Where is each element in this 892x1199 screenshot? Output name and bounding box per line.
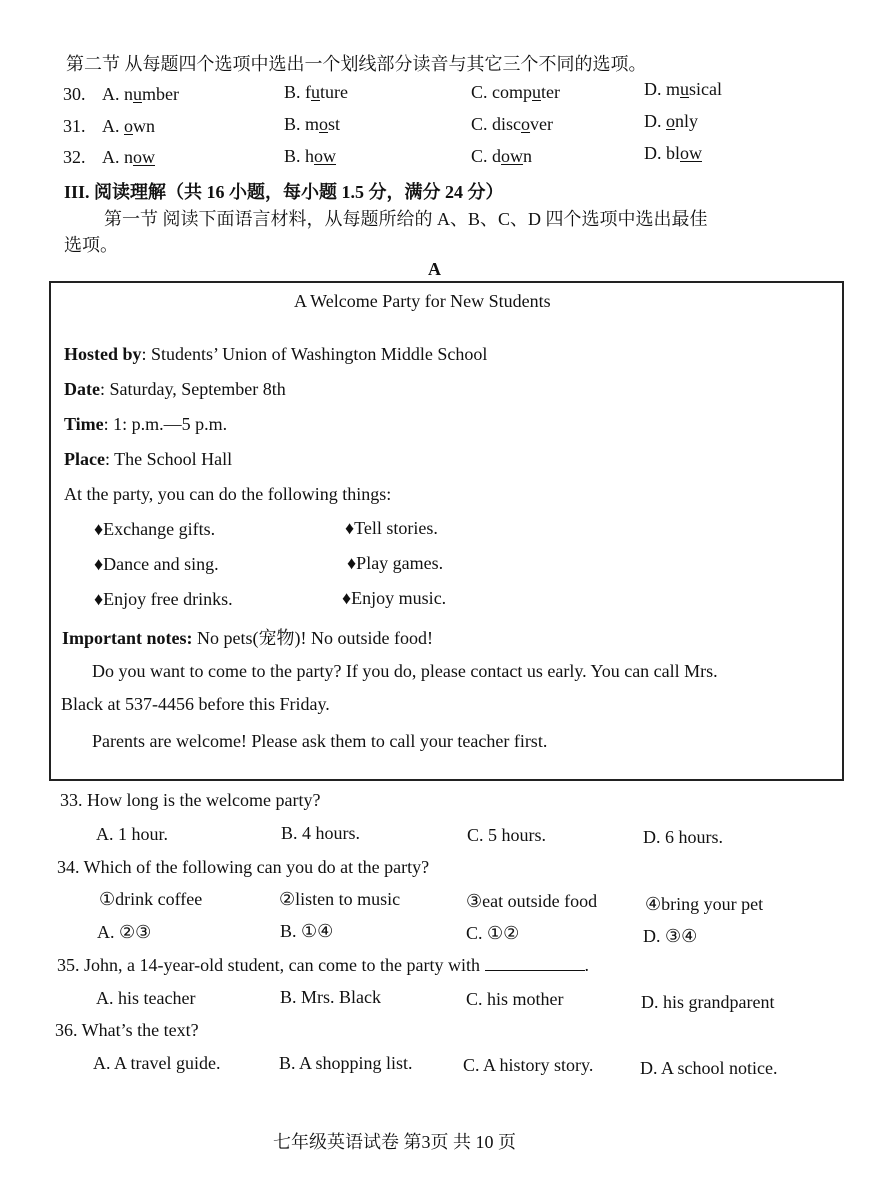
q34-option-c[interactable]: C. ①② [466, 923, 520, 943]
question-number: 32. [63, 147, 86, 167]
option-c[interactable]: C. down [471, 146, 533, 166]
question-36-stem: 36. What’s the text? [55, 1020, 199, 1040]
time: Time: 1: p.m.—5 p.m. [64, 414, 228, 434]
place: Place: The School Hall [64, 449, 233, 469]
q33-option-a[interactable]: A. 1 hour. [96, 824, 168, 844]
contact-info: Do you want to come to the party? If you do, please contact us early. You can call Mrs. [92, 661, 718, 681]
q34-option-d[interactable]: D. ③④ [643, 926, 698, 946]
q33-option-d[interactable]: D. 6 hours. [643, 827, 723, 847]
option-b[interactable]: B. most [284, 114, 341, 134]
option-c[interactable]: C. discover [471, 114, 553, 134]
q35-option-b[interactable]: B. Mrs. Black [280, 987, 381, 1007]
q34-item-4: ④bring your pet [645, 894, 764, 914]
option-a[interactable]: A. now [102, 147, 155, 167]
section1-instruction-cont: 选项。 [64, 235, 118, 255]
q35-option-a[interactable]: A. his teacher [96, 988, 196, 1008]
activity-item: ♦Play games. [347, 553, 444, 573]
question-35-stem: 35. John, a 14-year-old student, can come to the party with . [57, 955, 590, 975]
option-b[interactable]: B. future [284, 82, 348, 102]
activity-item: ♦Exchange gifts. [94, 519, 216, 539]
option-a[interactable]: A. own [102, 116, 155, 136]
activity-item: ♦Enjoy free drinks. [94, 589, 233, 609]
question-number: 31. [63, 116, 86, 136]
q36-option-c[interactable]: C. A history story. [463, 1055, 594, 1075]
part3-title: III. 阅读理解（共 16 小题，每小题 1.5 分，满分 24 分） [64, 182, 504, 202]
option-d[interactable]: D. blow [644, 143, 702, 163]
activity-item: ♦Enjoy music. [342, 588, 447, 608]
option-d[interactable]: D. only [644, 111, 699, 131]
q34-item-1: ①drink coffee [99, 889, 203, 909]
question-number: 30. [63, 84, 86, 104]
q33-option-c[interactable]: C. 5 hours. [467, 825, 547, 845]
answer-blank [485, 956, 585, 971]
section1-instruction: 第一节 阅读下面语言材料，从每题所给的 A、B、C、D 四个选项中选出最佳 [104, 209, 708, 229]
q36-option-a[interactable]: A. A travel guide. [93, 1053, 221, 1073]
parents-note: Parents are welcome! Please ask them to call your teacher first. [92, 731, 548, 751]
contact-info-cont: Black at 537-4456 before this Friday. [61, 694, 330, 714]
hosted-by: Hosted by: Students’ Union of Washington Middle School [64, 344, 488, 364]
option-b[interactable]: B. how [284, 146, 337, 166]
question-33-stem: 33. How long is the welcome party? [60, 790, 321, 810]
question-34-stem: 34. Which of the following can you do at the party? [57, 857, 430, 877]
activities-intro: At the party, you can do the following things: [64, 484, 392, 504]
passage-letter: A [428, 259, 441, 279]
option-a[interactable]: A. number [102, 84, 179, 104]
important-notes: Important notes: No pets(宠物)! No outside food! [62, 628, 433, 648]
q33-option-b[interactable]: B. 4 hours. [281, 823, 361, 843]
activity-item: ♦Tell stories. [345, 518, 438, 538]
q36-option-d[interactable]: D. A school notice. [640, 1058, 778, 1078]
q34-option-b[interactable]: B. ①④ [280, 921, 334, 941]
notice-title: A Welcome Party for New Students [294, 291, 551, 311]
option-d[interactable]: D. musical [644, 79, 722, 99]
q34-option-a[interactable]: A. ②③ [97, 922, 152, 942]
q35-option-c[interactable]: C. his mother [466, 989, 564, 1009]
q36-option-b[interactable]: B. A shopping list. [279, 1053, 413, 1073]
q34-item-3: ③eat outside food [466, 891, 598, 911]
section2-instruction: 第二节 从每题四个选项中选出一个划线部分读音与其它三个不同的选项。 [66, 54, 647, 74]
date: Date: Saturday, September 8th [64, 379, 286, 399]
page-footer: 七年级英语试卷 第3页 共 10 页 [273, 1132, 516, 1152]
option-c[interactable]: C. computer [471, 82, 560, 102]
q34-item-2: ②listen to music [279, 889, 401, 909]
q35-option-d[interactable]: D. his grandparent [641, 992, 775, 1012]
activity-item: ♦Dance and sing. [94, 554, 219, 574]
notice-box [49, 281, 844, 781]
